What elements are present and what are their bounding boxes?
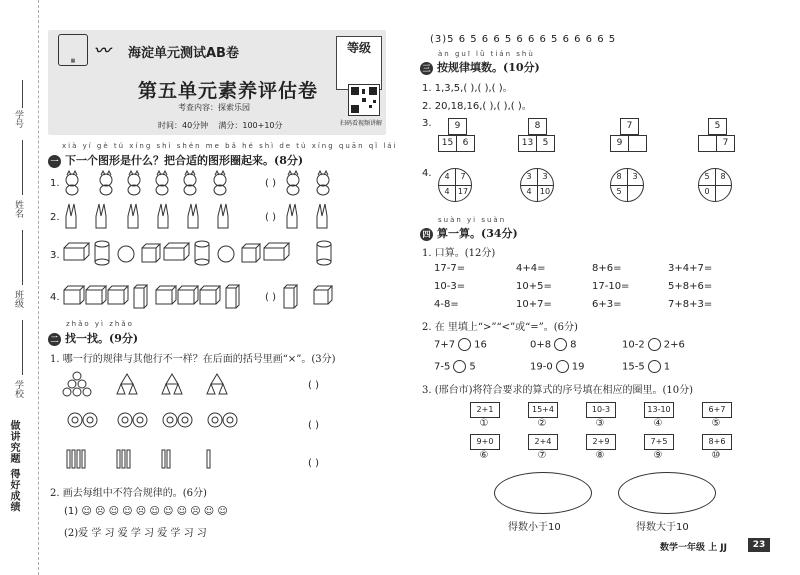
sec3-q1: 1. 1,3,5,( ),( ),( )。 [422, 83, 513, 94]
cell-top: 8 [528, 118, 547, 135]
flower-icon [178, 413, 192, 427]
calc-item: 6+3= [592, 299, 622, 310]
cat-icon [287, 171, 299, 195]
quarter-value: 5 [616, 187, 622, 196]
cylinder-icon [195, 241, 209, 265]
sec2-q2-row2: (2)爱 学 习 爱 学 习 爱 学 习 习 [64, 528, 207, 539]
circle-pyramid-icon [63, 372, 91, 396]
cell-bottom-left: 9 [610, 135, 629, 152]
expr-tag: 2+1 [470, 402, 500, 418]
cuboid-icon [200, 286, 220, 304]
sec4-q2: 2. 在 里填上“>”“<”或“=”。(6分) [422, 322, 578, 333]
quartered-circle [438, 168, 472, 202]
exam-focus: 考查内容：探索乐园 [178, 103, 250, 112]
bar-group-icon [67, 450, 85, 468]
tall-cuboid-icon [226, 285, 239, 308]
sec2-q1: 1. 哪一行的规律与其他行不一样？在后面的括号里画“×”。(3分) [50, 354, 336, 365]
sec3-badge: 三 [420, 62, 433, 75]
compare-item [622, 360, 670, 373]
cell-bottom-right[interactable] [628, 135, 647, 152]
compare-item [434, 338, 487, 351]
expr-tag: 10-3 [586, 402, 616, 418]
sec1-pinyin: xià yí gè tú xíng shì shén me bǎ hé shì de tú xíng quān qǐ lái [62, 142, 398, 150]
expr-number: ⑤ [711, 418, 721, 429]
oval-greater-than-10[interactable] [618, 472, 716, 514]
compare-circle[interactable] [648, 338, 661, 351]
bar-group-icon [207, 450, 210, 468]
compare-circle[interactable] [648, 360, 661, 373]
oval-left-label: 得数小于10 [508, 522, 561, 533]
cell-bottom-left[interactable] [698, 135, 717, 152]
sec2-pinyin: zhǎo yì zhǎo [66, 320, 134, 328]
flower-icon [208, 413, 222, 427]
sec1-row2-label: 2. [50, 212, 60, 223]
sec2-q2-row1 [64, 506, 228, 517]
sphere-icon [218, 246, 234, 262]
cat-icon [128, 171, 140, 195]
publisher-logo: ▦ [58, 34, 88, 66]
series-title: 海淀单元测试AB卷 [128, 46, 239, 61]
expr-tag: 13-10 [644, 402, 674, 418]
sec1-row4-paren: ( ) [265, 292, 276, 303]
cell-bottom-left: 13 [518, 135, 537, 152]
compare-item [622, 338, 685, 351]
cuboid-icon [264, 243, 289, 260]
motto: 做讲究题 得好成绩 [8, 420, 19, 513]
class-label: 班级 [13, 290, 23, 308]
cat-icon [156, 171, 168, 195]
cmp-left: 15-5 [622, 361, 645, 373]
cuboid-icon [164, 243, 189, 260]
compare-item [530, 338, 576, 351]
expr-tag: 9+0 [470, 434, 500, 450]
flower-icon [118, 413, 132, 427]
cat-sequence [62, 170, 252, 198]
cat-options[interactable] [283, 170, 343, 198]
block-options[interactable] [282, 282, 342, 310]
cmp-left: 7+7 [434, 339, 456, 351]
sec3-title: 按规律填数。(10分) [437, 61, 540, 74]
cylinder-icon [317, 241, 331, 265]
sec3-pinyin: àn guī lǜ tián shù [438, 50, 535, 58]
cmp-left: 7-5 [434, 361, 451, 373]
compare-circle[interactable] [554, 338, 567, 351]
name-line [22, 140, 23, 195]
calc-item: 10+7= [516, 299, 552, 310]
triangle-group-icon [117, 374, 137, 394]
flower-icon [83, 413, 97, 427]
cell-top: 5 [708, 118, 727, 135]
sec1-row3-label: 3. [50, 250, 60, 261]
cat-icon [317, 171, 329, 195]
footer-subject: 数学一年级 上 JJ [660, 543, 727, 553]
compare-circle[interactable] [556, 360, 569, 373]
cmp-right: 8 [570, 339, 577, 351]
cmp-right: 1 [663, 361, 671, 373]
expr-number: ⑥ [479, 450, 489, 461]
hand-icon [188, 204, 198, 228]
quarter-value: 4 [526, 187, 532, 196]
flower-icon [68, 413, 82, 427]
oval-right-label: 得数大于10 [636, 522, 689, 533]
calc-item: 17-7= [434, 263, 466, 274]
flower-icon [163, 413, 177, 427]
hand-icon [66, 204, 76, 228]
bar-group-icon [117, 450, 130, 468]
sec2-q2: 2. 画去每组中不符合规律的。(6分) [50, 488, 207, 499]
cat-icon [214, 171, 226, 195]
sec3-q4-label: 4. [422, 168, 432, 179]
sec4-badge: 四 [420, 228, 433, 241]
quarter-value: 17 [457, 187, 469, 196]
cell-top: 7 [620, 118, 639, 135]
cube-icon [242, 244, 260, 262]
calc-item: 4+4= [516, 263, 546, 274]
flower-icon [133, 413, 147, 427]
compare-item [530, 360, 584, 373]
expr-tag: 8+6 [702, 434, 732, 450]
student-id-label: 学号 [13, 110, 23, 128]
quartered-circle [520, 168, 554, 202]
cell-top: 9 [448, 118, 467, 135]
pattern-rows [62, 370, 262, 480]
hand-icon [317, 204, 327, 228]
sec1-heading [48, 152, 303, 168]
calc-item: 10-3= [434, 281, 466, 292]
quarter-value: 0 [704, 187, 710, 196]
sec4-q3: 3. (邢台市)将符合要求的算式的序号填在相应的圈里。(10分) [422, 385, 694, 396]
grade-label: 等级 [346, 41, 371, 55]
hand-icon [158, 204, 168, 228]
triangle-group-icon [207, 374, 227, 394]
sec1-row1-paren: ( ) [265, 178, 276, 189]
exam-header [48, 30, 386, 135]
cell-bottom-right: 5 [536, 135, 555, 152]
school-line [22, 320, 23, 375]
quarter-value: 8 [616, 172, 622, 181]
sphere-icon [118, 246, 134, 262]
sec2-title: 找一找。(9分) [65, 332, 139, 345]
sec1-row1-label: 1. [50, 178, 60, 189]
cmp-right: 19 [571, 361, 585, 373]
calc-item: 17-10= [592, 281, 630, 292]
face-row: ☺ ☹ ☺ ☺ ☹ ☺ ☺ ☺ ☹ ☺ ☺ [81, 506, 228, 517]
score-label: 满分：100+10分 [218, 121, 283, 130]
expr-tag: 2+9 [586, 434, 616, 450]
exam-title: 第五单元素养评估卷 [138, 80, 319, 102]
hand-options[interactable] [283, 202, 343, 230]
calc-item: 5+8+6= [668, 281, 713, 292]
cmp-left: 0+8 [530, 339, 552, 351]
cell-bottom-right: 7 [716, 135, 735, 152]
grade-box[interactable] [336, 36, 382, 90]
cmp-right: 5 [469, 361, 476, 373]
student-id-line [22, 80, 23, 108]
expr-number: ③ [595, 418, 605, 429]
compare-circle[interactable] [458, 338, 471, 351]
cell-group [518, 118, 558, 152]
sec3-q2: 2. 20,18,16,( ),( ),( )。 [422, 101, 532, 112]
bar-group-icon [162, 450, 170, 468]
cuboid-icon [64, 243, 89, 260]
sec2-row2-paren: ( ) [308, 420, 319, 431]
compare-item [434, 360, 476, 373]
quarter-value: 3 [542, 172, 548, 181]
tall-cuboid-icon [134, 285, 147, 308]
triangle-group-icon [162, 374, 182, 394]
solid-sequence [62, 240, 342, 268]
cuboid-icon [178, 286, 198, 304]
sec4-title: 算一算。(34分) [437, 227, 518, 240]
page-number: 23 [748, 538, 770, 552]
quarter-value: 10 [539, 187, 551, 196]
cuboid-icon [156, 286, 176, 304]
tall-cuboid-icon [284, 285, 297, 308]
expr-number: ⑧ [595, 450, 605, 461]
calc-item: 4-8= [434, 299, 459, 310]
qr-caption: 扫码看视频讲解 [340, 120, 383, 127]
expr-number: ② [537, 418, 547, 429]
cell-bottom-right: 6 [456, 135, 475, 152]
cell-bottom-left: 15 [438, 135, 457, 152]
block-sequence [62, 282, 262, 310]
name-label: 姓名 [13, 200, 23, 218]
cell-group [438, 118, 478, 152]
sec4-q1: 1. 口算。(12分) [422, 248, 496, 259]
expr-tag: 2+4 [528, 434, 558, 450]
cuboid-icon [108, 286, 128, 304]
quarter-value: 4 [444, 172, 450, 181]
sec1-row2-paren: ( ) [265, 212, 276, 223]
expr-tag: 6+7 [702, 402, 732, 418]
qr-code[interactable] [348, 84, 380, 116]
quarter-value: 5 [704, 172, 710, 181]
cube-icon [314, 286, 332, 304]
quartered-circle [698, 168, 732, 202]
cell-group [610, 118, 650, 152]
quarter-value: 4 [444, 187, 450, 196]
class-line [22, 230, 23, 285]
expr-number: ① [479, 418, 489, 429]
sec3-q3-label: 3. [422, 118, 432, 129]
quarter-value: 7 [460, 172, 466, 181]
cell-group [698, 118, 738, 152]
hand-icon [96, 204, 106, 228]
expr-tag: 7+5 [644, 434, 674, 450]
binding-strip [0, 0, 39, 575]
cube-icon [142, 244, 160, 262]
right-top-seq: (3)5 6 5 6 6 5 6 6 6 5 6 6 6 6 5 [430, 34, 617, 45]
sec1-badge: 一 [48, 155, 61, 168]
sec2-row1-paren: ( ) [308, 380, 319, 391]
expr-tag: 15+4 [528, 402, 558, 418]
sec2-row3-paren: ( ) [308, 458, 319, 469]
hand-icon [287, 204, 297, 228]
expr-number: ⑨ [653, 450, 663, 461]
cuboid-icon [64, 286, 84, 304]
sec2-q2-row1-label: (1) [64, 506, 79, 517]
hand-icon [128, 204, 138, 228]
quarter-value: 3 [632, 172, 638, 181]
cmp-right: 16 [474, 339, 487, 351]
sec1-row4-label: 4. [50, 292, 60, 303]
calc-item: 10+5= [516, 281, 552, 292]
oval-less-than-10[interactable] [494, 472, 592, 514]
brand-script: 〰 [94, 41, 111, 60]
sec3-heading [420, 59, 540, 75]
flower-icon [223, 413, 237, 427]
cylinder-icon [95, 241, 109, 265]
sec4-heading [420, 225, 518, 241]
quartered-circle [610, 168, 644, 202]
cat-icon [100, 171, 112, 195]
exam-meta [158, 120, 283, 131]
quarter-value: 8 [720, 172, 726, 181]
expr-number: ⑦ [537, 450, 547, 461]
cmp-right: 2+6 [663, 339, 685, 351]
hand-icon [218, 204, 228, 228]
time-label: 时间：40分钟 [158, 121, 209, 130]
quarter-value: 3 [526, 172, 532, 181]
calc-item: 7+8+3= [668, 299, 713, 310]
school-label: 学校 [13, 380, 23, 398]
hand-sequence [62, 202, 252, 230]
sec2-badge: 二 [48, 333, 61, 346]
sec4-pinyin: suàn yi suàn [438, 216, 507, 224]
calc-item: 3+4+7= [668, 263, 713, 274]
cmp-left: 10-2 [622, 339, 645, 351]
sec1-title: 下一个图形是什么？把合适的图形圈起来。(8分) [65, 154, 304, 167]
cat-icon [184, 171, 196, 195]
expr-number: ⑩ [711, 450, 721, 461]
cmp-left: 19-0 [530, 361, 553, 373]
calc-item: 8+6= [592, 263, 622, 274]
cat-icon [66, 171, 78, 195]
cuboid-icon [86, 286, 106, 304]
sec2-heading [48, 330, 138, 346]
compare-circle[interactable] [453, 360, 466, 373]
expr-number: ④ [653, 418, 663, 429]
